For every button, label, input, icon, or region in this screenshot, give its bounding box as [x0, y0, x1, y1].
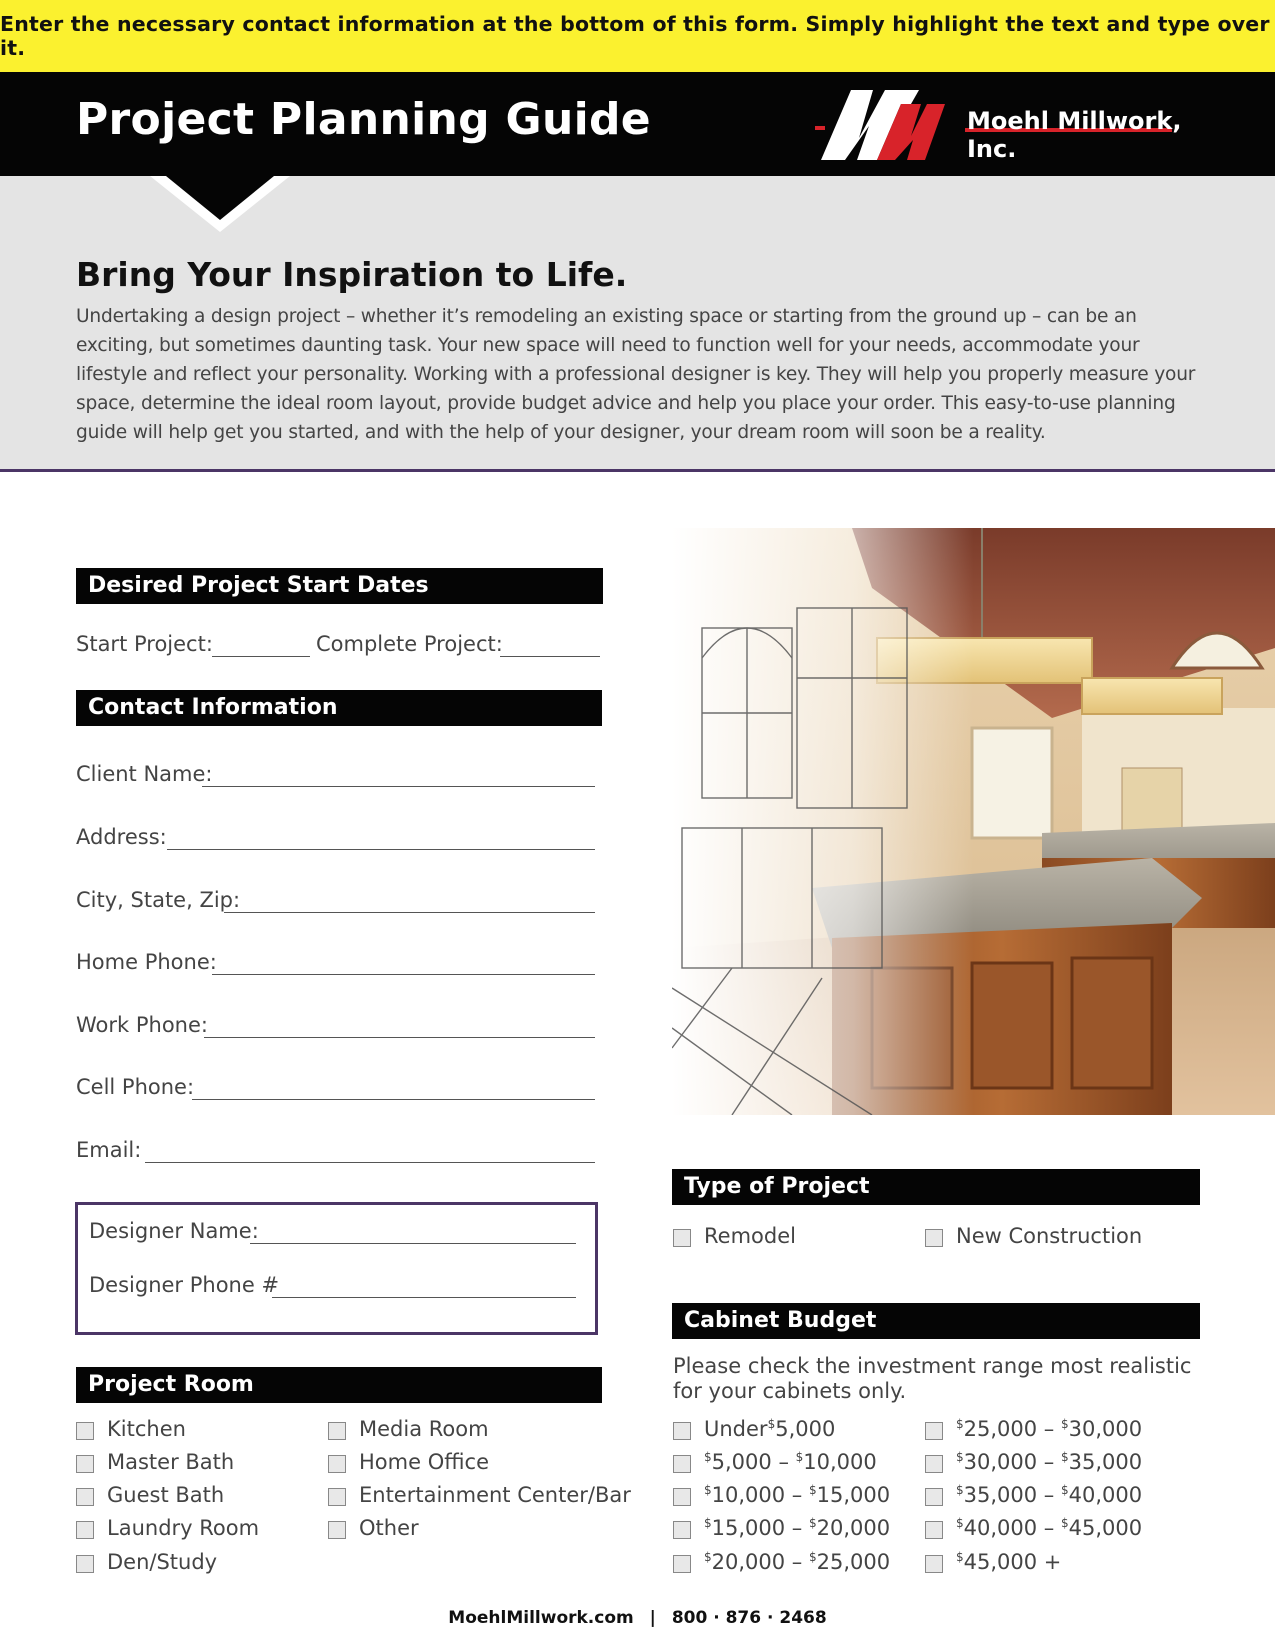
entertainment-center-checkbox[interactable] [328, 1488, 346, 1506]
kitchen-label: Kitchen [107, 1417, 186, 1441]
budget-col1-1-label [704, 1450, 877, 1474]
budget-dash: – [785, 1516, 809, 1540]
budget-note-line1: Please check the investment range most realistic [673, 1354, 1192, 1378]
kitchen-checkbox[interactable] [76, 1422, 94, 1440]
work-phone-field[interactable] [204, 1037, 595, 1038]
den-study-checkbox[interactable] [76, 1555, 94, 1573]
cell-phone-field[interactable] [192, 1099, 595, 1100]
media-room-label: Media Room [359, 1417, 489, 1441]
start-project-label: Start Project: [76, 632, 213, 656]
project-type-heading: Type of Project [672, 1169, 1200, 1205]
currency-symbol: $ [1060, 1483, 1069, 1497]
currency-symbol: $ [1060, 1450, 1069, 1464]
intro-heading: Bring Your Inspiration to Life. [76, 255, 628, 294]
guest-bath-checkbox[interactable] [76, 1488, 94, 1506]
budget-low: 45,000 [963, 1550, 1038, 1574]
currency-symbol: $ [956, 1516, 964, 1530]
budget-col1-3-checkbox[interactable] [673, 1521, 691, 1539]
contact-info-heading: Contact Information [76, 690, 602, 726]
other-room-label: Other [359, 1516, 419, 1540]
budget-col2-3-label [956, 1516, 1142, 1540]
address-label: Address: [76, 825, 167, 849]
company-logo [815, 86, 1235, 166]
remodel-checkbox[interactable] [673, 1229, 691, 1247]
new-construction-label: New Construction [956, 1224, 1143, 1248]
home-phone-label: Home Phone: [76, 950, 217, 974]
budget-low: 25,000 [963, 1417, 1038, 1441]
budget-col1-2-checkbox[interactable] [673, 1488, 691, 1506]
budget-col1-0-checkbox[interactable] [673, 1422, 691, 1440]
budget-high: + [1037, 1550, 1062, 1574]
laundry-room-checkbox[interactable] [76, 1521, 94, 1539]
currency-symbol: $ [704, 1450, 712, 1464]
project-room-heading: Project Room [76, 1367, 602, 1403]
client-name-field[interactable] [202, 786, 595, 787]
budget-note-line2: for your cabinets only. [673, 1379, 907, 1403]
home-phone-field[interactable] [212, 974, 595, 975]
budget-col2-2-label [956, 1483, 1142, 1507]
budget-dash: – [1037, 1483, 1061, 1507]
kitchen-photo [672, 528, 1275, 1115]
kitchen-illustration [672, 528, 1275, 1115]
budget-col1-0-label [704, 1417, 835, 1441]
cabinet-budget-heading: Cabinet Budget [672, 1303, 1200, 1339]
home-office-checkbox[interactable] [328, 1455, 346, 1473]
budget-col1-3-label [704, 1516, 890, 1540]
budget-col1-4-checkbox[interactable] [673, 1555, 691, 1573]
currency-symbol: $ [1060, 1516, 1069, 1530]
currency-symbol: $ [956, 1450, 964, 1464]
media-room-checkbox[interactable] [328, 1422, 346, 1440]
budget-low: 5,000 [711, 1450, 772, 1474]
start-dates-heading: Desired Project Start Dates [76, 568, 603, 604]
budget-dash: – [1037, 1450, 1061, 1474]
budget-high: 35,000 [1068, 1450, 1143, 1474]
budget-col1-2-label [704, 1483, 890, 1507]
budget-high: 20,000 [816, 1516, 891, 1540]
currency-symbol: $ [704, 1483, 712, 1497]
page-footer [0, 1608, 1275, 1628]
currency-symbol: $ [808, 1516, 817, 1530]
budget-dash: – [785, 1483, 809, 1507]
complete-project-label: Complete Project: [316, 632, 503, 656]
budget-high: 40,000 [1068, 1483, 1143, 1507]
currency-symbol: $ [767, 1417, 776, 1431]
budget-high: 25,000 [816, 1550, 891, 1574]
footer-website: MoehlMillwork.com [448, 1608, 634, 1628]
budget-low: 35,000 [963, 1483, 1038, 1507]
budget-low: 30,000 [963, 1450, 1038, 1474]
budget-col2-4-label [956, 1550, 1061, 1574]
budget-col2-1-label [956, 1450, 1142, 1474]
budget-high: 15,000 [816, 1483, 891, 1507]
designer-phone-field[interactable] [272, 1297, 576, 1298]
client-name-label: Client Name: [76, 762, 213, 786]
budget-dash: – [1037, 1417, 1061, 1441]
budget-high: 10,000 [803, 1450, 877, 1474]
budget-low: 20,000 [711, 1550, 786, 1574]
budget-col2-0-label [956, 1417, 1142, 1441]
currency-symbol: $ [956, 1550, 964, 1564]
instruction-text: Enter the necessary contact information at the bottom of this form. Simply highlight the text and type over it. [0, 12, 1270, 60]
other-room-checkbox[interactable] [328, 1521, 346, 1539]
budget-col1-4-label [704, 1550, 890, 1574]
master-bath-label: Master Bath [107, 1450, 235, 1474]
currency-symbol: $ [956, 1417, 964, 1431]
designer-phone-label: Designer Phone # [89, 1273, 280, 1297]
budget-dash: – [785, 1550, 809, 1574]
designer-name-field[interactable] [250, 1243, 576, 1244]
company-name: Moehl Millwork, Inc. [967, 107, 1182, 163]
currency-symbol: $ [1060, 1417, 1069, 1431]
laundry-room-label: Laundry Room [107, 1516, 260, 1540]
budget-col2-3-checkbox[interactable] [925, 1521, 943, 1539]
currency-symbol: $ [808, 1550, 817, 1564]
currency-symbol: $ [704, 1550, 712, 1564]
work-phone-label: Work Phone: [76, 1013, 208, 1037]
budget-low: 40,000 [963, 1516, 1038, 1540]
footer-phone: 800 · 876 · 2468 [671, 1608, 827, 1628]
footer-separator: | [649, 1608, 656, 1628]
budget-low: 15,000 [711, 1516, 786, 1540]
currency-symbol: $ [808, 1483, 817, 1497]
designer-name-label: Designer Name: [89, 1219, 259, 1243]
instruction-banner [0, 0, 1275, 72]
cell-phone-label: Cell Phone: [76, 1075, 195, 1099]
page-title: Project Planning Guide [76, 94, 651, 145]
budget-low: 5,000 [775, 1417, 836, 1441]
budget-col2-2-checkbox[interactable] [925, 1488, 943, 1506]
currency-symbol: $ [795, 1450, 804, 1464]
budget-prefix: Under [704, 1417, 768, 1441]
entertainment-center-label: Entertainment Center/Bar [359, 1483, 631, 1507]
budget-low: 10,000 [711, 1483, 786, 1507]
remodel-label: Remodel [704, 1224, 796, 1248]
budget-dash: – [771, 1450, 796, 1474]
header-notch-arrow [150, 176, 290, 236]
master-bath-checkbox[interactable] [76, 1455, 94, 1473]
budget-col2-1-checkbox[interactable] [925, 1455, 943, 1473]
den-study-label: Den/Study [107, 1550, 218, 1574]
currency-symbol: $ [704, 1516, 712, 1530]
home-office-label: Home Office [359, 1450, 489, 1474]
new-construction-checkbox[interactable] [925, 1229, 943, 1247]
complete-project-field[interactable] [500, 656, 600, 657]
budget-col1-1-checkbox[interactable] [673, 1455, 691, 1473]
address-field[interactable] [167, 849, 595, 850]
city-state-zip-field[interactable] [224, 912, 595, 913]
city-state-zip-label: City, State, Zip: [76, 888, 241, 912]
email-label: Email: [76, 1138, 142, 1162]
guest-bath-label: Guest Bath [107, 1483, 225, 1507]
budget-high: 45,000 [1068, 1516, 1143, 1540]
budget-col2-0-checkbox[interactable] [925, 1422, 943, 1440]
start-project-field[interactable] [212, 656, 310, 657]
budget-high: 30,000 [1068, 1417, 1143, 1441]
page-header [0, 72, 1275, 176]
intro-paragraph: Undertaking a design project – whether it’s remodeling an existing space or starting from the ground up – can be an exciting, but sometimes daunting task. Your new space will need to function well for your needs, accommodate your lifestyle and reflect your personality. Working with a professional designer is key. They will help you properly measure your space, determine the ideal room layout, provide budget advice and help you place your order. This easy-to-use planning guide will help get you started, and with the help of your designer, your dream room will soon be a reality. [76, 306, 1196, 443]
email-field[interactable] [145, 1162, 595, 1163]
budget-col2-4-checkbox[interactable] [925, 1555, 943, 1573]
budget-dash: – [1037, 1516, 1061, 1540]
currency-symbol: $ [956, 1483, 964, 1497]
